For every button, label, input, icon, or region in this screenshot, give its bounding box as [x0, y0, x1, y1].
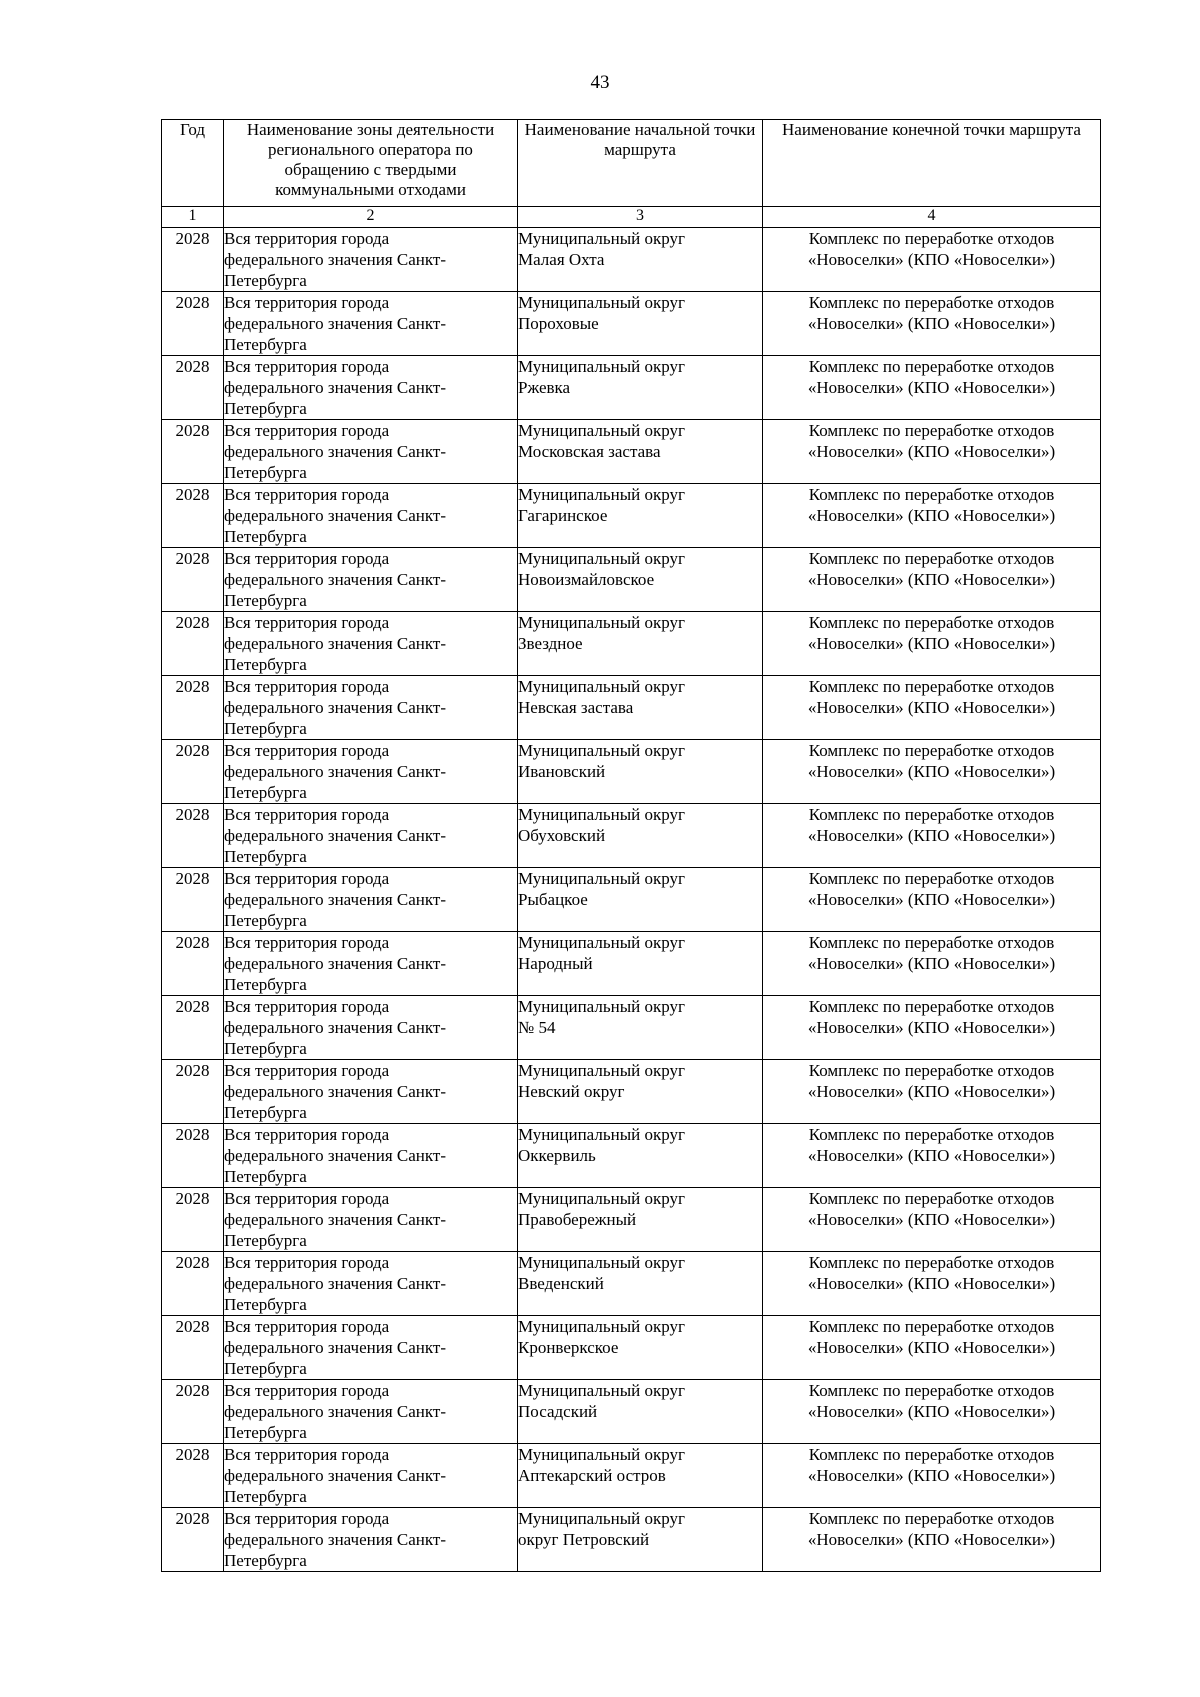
end-point-cell-text: Комплекс по переработке отходов «Новоселки» (КПО «Новоселки») [807, 293, 1056, 333]
start-point-cell-text: Муниципальный округ Рыбацкое [518, 869, 685, 909]
start-point-cell [518, 1188, 763, 1252]
start-point-cell [518, 484, 763, 548]
end-point-cell-text: Комплекс по переработке отходов «Новоселки» (КПО «Новоселки») [807, 229, 1056, 269]
zone-cell-text: Вся территория города федерального значения Санкт- Петербурга [224, 293, 447, 354]
year-cell [162, 676, 224, 740]
start-point-cell-text: Муниципальный округ Обуховский [518, 805, 685, 845]
zone-cell-text: Вся территория города федерального значения Санкт- Петербурга [224, 677, 447, 738]
start-point-cell-text: Муниципальный округ Правобережный [518, 1189, 685, 1229]
year-cell [162, 1252, 224, 1316]
zone-cell-text: Вся территория города федерального значения Санкт- Петербурга [224, 869, 447, 930]
table-row [162, 612, 1101, 676]
year-cell-text: 2028 [175, 933, 210, 952]
end-point-cell-text: Комплекс по переработке отходов «Новоселки» (КПО «Новоселки») [807, 357, 1056, 397]
table-row [162, 932, 1101, 996]
end-point-cell [763, 548, 1101, 612]
page-number: 43 [590, 72, 610, 93]
table-row [162, 1444, 1101, 1508]
start-point-cell-text: Муниципальный округ Невский округ [518, 1061, 685, 1101]
start-point-cell-text: Муниципальный округ Введенский [518, 1253, 685, 1293]
table-row [162, 868, 1101, 932]
table-row [162, 1316, 1101, 1380]
year-cell [162, 356, 224, 420]
end-point-cell-text: Комплекс по переработке отходов «Новоселки» (КПО «Новоселки») [807, 1509, 1056, 1549]
start-point-cell [518, 804, 763, 868]
end-point-cell-text: Комплекс по переработке отходов «Новоселки» (КПО «Новоселки») [807, 997, 1056, 1037]
start-point-cell-text: Муниципальный округ № 54 [518, 997, 685, 1037]
end-point-cell [763, 420, 1101, 484]
year-cell-text: 2028 [175, 485, 210, 504]
end-point-cell [763, 356, 1101, 420]
table-row [162, 1060, 1101, 1124]
start-point-cell-text: Муниципальный округ Кронверкское [518, 1317, 685, 1357]
end-point-cell-text: Комплекс по переработке отходов «Новоселки» (КПО «Новоселки») [807, 421, 1056, 461]
start-point-cell [518, 548, 763, 612]
end-point-cell-text: Комплекс по переработке отходов «Новоселки» (КПО «Новоселки») [807, 741, 1056, 781]
header-zone: Наименование зоны деятельности регионального оператора по обращению с твердыми коммунальными отходами [224, 120, 518, 207]
start-point-cell-text: Муниципальный округ Новоизмайловское [518, 549, 685, 589]
end-point-cell [763, 804, 1101, 868]
year-cell-text: 2028 [175, 1253, 210, 1272]
zone-cell [224, 868, 518, 932]
zone-cell [224, 740, 518, 804]
start-point-cell [518, 292, 763, 356]
start-point-cell-text: Муниципальный округ Народный [518, 933, 685, 973]
end-point-cell [763, 1124, 1101, 1188]
start-point-cell-text: Муниципальный округ округ Петровский [518, 1509, 685, 1549]
year-cell-text: 2028 [175, 741, 210, 760]
start-point-cell-text: Муниципальный округ Оккервиль [518, 1125, 685, 1165]
table-row [162, 420, 1101, 484]
year-cell-text: 2028 [175, 1061, 210, 1080]
table-row [162, 1252, 1101, 1316]
zone-cell [224, 420, 518, 484]
year-cell [162, 1444, 224, 1508]
end-point-cell-text: Комплекс по переработке отходов «Новоселки» (КПО «Новоселки») [807, 613, 1056, 653]
year-cell [162, 1316, 224, 1380]
year-cell-text: 2028 [175, 1381, 210, 1400]
zone-cell [224, 356, 518, 420]
year-cell [162, 1060, 224, 1124]
year-cell-text: 2028 [175, 997, 210, 1016]
year-cell-text: 2028 [175, 805, 210, 824]
start-point-cell [518, 676, 763, 740]
zone-cell-text: Вся территория города федерального значения Санкт- Петербурга [224, 485, 447, 546]
start-point-cell-text: Муниципальный округ Пороховые [518, 293, 685, 333]
column-number: 3 [518, 207, 763, 228]
end-point-cell [763, 1380, 1101, 1444]
zone-cell-text: Вся территория города федерального значения Санкт- Петербурга [224, 1445, 447, 1506]
zone-cell [224, 484, 518, 548]
zone-cell [224, 996, 518, 1060]
end-point-cell-text: Комплекс по переработке отходов «Новоселки» (КПО «Новоселки») [807, 485, 1056, 525]
zone-cell-text: Вся территория города федерального значения Санкт- Петербурга [224, 741, 447, 802]
start-point-cell-text: Муниципальный округ Ржевка [518, 357, 685, 397]
end-point-cell-text: Комплекс по переработке отходов «Новоселки» (КПО «Новоселки») [807, 1253, 1056, 1293]
zone-cell-text: Вся территория города федерального значения Санкт- Петербурга [224, 1381, 447, 1442]
zone-cell-text: Вся территория города федерального значения Санкт- Петербурга [224, 933, 447, 994]
start-point-cell-text: Муниципальный округ Звездное [518, 613, 685, 653]
end-point-cell [763, 292, 1101, 356]
table-row [162, 356, 1101, 420]
table-row [162, 228, 1101, 292]
zone-cell-text: Вся территория города федерального значения Санкт- Петербурга [224, 997, 447, 1058]
end-point-cell [763, 1060, 1101, 1124]
year-cell-text: 2028 [175, 1317, 210, 1336]
routes-table [161, 119, 1101, 1572]
zone-cell-text: Вся территория города федерального значения Санкт- Петербурга [224, 1061, 447, 1122]
zone-cell [224, 932, 518, 996]
year-cell-text: 2028 [175, 1189, 210, 1208]
start-point-cell [518, 1316, 763, 1380]
end-point-cell-text: Комплекс по переработке отходов «Новоселки» (КПО «Новоселки») [807, 1445, 1056, 1485]
end-point-cell-text: Комплекс по переработке отходов «Новоселки» (КПО «Новоселки») [807, 869, 1056, 909]
end-point-cell-text: Комплекс по переработке отходов «Новоселки» (КПО «Новоселки») [807, 1189, 1056, 1229]
column-number: 1 [162, 207, 224, 228]
end-point-cell [763, 612, 1101, 676]
start-point-cell-text: Муниципальный округ Гагаринское [518, 485, 685, 525]
start-point-cell [518, 420, 763, 484]
start-point-cell-text: Муниципальный округ Малая Охта [518, 229, 685, 269]
zone-cell-text: Вся территория города федерального значения Санкт- Петербурга [224, 421, 447, 482]
column-number: 2 [224, 207, 518, 228]
end-point-cell [763, 1188, 1101, 1252]
start-point-cell-text: Муниципальный округ Аптекарский остров [518, 1445, 685, 1485]
table-body [162, 228, 1101, 1572]
zone-cell-text: Вся территория города федерального значения Санкт- Петербурга [224, 1253, 447, 1314]
start-point-cell [518, 932, 763, 996]
zone-cell [224, 1124, 518, 1188]
start-point-cell [518, 356, 763, 420]
header-end-point: Наименование конечной точки маршрута [763, 120, 1101, 207]
end-point-cell-text: Комплекс по переработке отходов «Новоселки» (КПО «Новоселки») [807, 1317, 1056, 1357]
year-cell [162, 740, 224, 804]
end-point-cell-text: Комплекс по переработке отходов «Новоселки» (КПО «Новоселки») [807, 1125, 1056, 1165]
table-row [162, 1380, 1101, 1444]
end-point-cell [763, 484, 1101, 548]
year-cell [162, 996, 224, 1060]
year-cell [162, 868, 224, 932]
zone-cell [224, 1508, 518, 1572]
header-start-point: Наименование начальной точки маршрута [518, 120, 763, 207]
table-row [162, 740, 1101, 804]
header-year: Год [162, 120, 224, 207]
year-cell-text: 2028 [175, 1125, 210, 1144]
table-row [162, 548, 1101, 612]
zone-cell [224, 612, 518, 676]
end-point-cell [763, 740, 1101, 804]
start-point-cell [518, 1060, 763, 1124]
year-cell [162, 228, 224, 292]
table-row [162, 484, 1101, 548]
end-point-cell-text: Комплекс по переработке отходов «Новоселки» (КПО «Новоселки») [807, 805, 1056, 845]
start-point-cell [518, 868, 763, 932]
year-cell [162, 932, 224, 996]
start-point-cell [518, 1124, 763, 1188]
start-point-cell [518, 1380, 763, 1444]
end-point-cell-text: Комплекс по переработке отходов «Новоселки» (КПО «Новоселки») [807, 1381, 1056, 1421]
end-point-cell-text: Комплекс по переработке отходов «Новоселки» (КПО «Новоселки») [807, 549, 1056, 589]
end-point-cell [763, 676, 1101, 740]
year-cell-text: 2028 [175, 677, 210, 696]
end-point-cell [763, 932, 1101, 996]
zone-cell-text: Вся территория города федерального значения Санкт- Петербурга [224, 1509, 447, 1570]
year-cell [162, 292, 224, 356]
year-cell [162, 1124, 224, 1188]
start-point-cell-text: Муниципальный округ Посадский [518, 1381, 685, 1421]
end-point-cell [763, 1508, 1101, 1572]
end-point-cell [763, 228, 1101, 292]
end-point-cell [763, 996, 1101, 1060]
zone-cell-text: Вся территория города федерального значения Санкт- Петербурга [224, 613, 447, 674]
start-point-cell [518, 1508, 763, 1572]
end-point-cell [763, 1316, 1101, 1380]
end-point-cell [763, 1252, 1101, 1316]
year-cell [162, 1508, 224, 1572]
zone-cell [224, 676, 518, 740]
table-row [162, 1124, 1101, 1188]
zone-cell-text: Вся территория города федерального значения Санкт- Петербурга [224, 1317, 447, 1378]
zone-cell-text: Вся территория города федерального значения Санкт- Петербурга [224, 229, 447, 290]
table-row [162, 1508, 1101, 1572]
zone-cell [224, 804, 518, 868]
start-point-cell [518, 1444, 763, 1508]
zone-cell [224, 1060, 518, 1124]
year-cell-text: 2028 [175, 1445, 210, 1464]
end-point-cell [763, 1444, 1101, 1508]
column-number: 4 [763, 207, 1101, 228]
zone-cell-text: Вся территория города федерального значения Санкт- Петербурга [224, 1189, 447, 1250]
year-cell [162, 804, 224, 868]
start-point-cell [518, 612, 763, 676]
start-point-cell-text: Муниципальный округ Невская застава [518, 677, 685, 717]
start-point-cell [518, 1252, 763, 1316]
table-row [162, 676, 1101, 740]
zone-cell [224, 1252, 518, 1316]
end-point-cell-text: Комплекс по переработке отходов «Новоселки» (КПО «Новоселки») [807, 677, 1056, 717]
start-point-cell-text: Муниципальный округ Московская застава [518, 421, 685, 461]
year-cell-text: 2028 [175, 229, 210, 248]
zone-cell-text: Вся территория города федерального значения Санкт- Петербурга [224, 357, 447, 418]
zone-cell [224, 1444, 518, 1508]
zone-cell [224, 1188, 518, 1252]
end-point-cell [763, 868, 1101, 932]
year-cell-text: 2028 [175, 613, 210, 632]
year-cell-text: 2028 [175, 421, 210, 440]
year-cell-text: 2028 [175, 293, 210, 312]
start-point-cell [518, 996, 763, 1060]
zone-cell-text: Вся территория города федерального значения Санкт- Петербурга [224, 805, 447, 866]
year-cell [162, 1188, 224, 1252]
year-cell [162, 1380, 224, 1444]
year-cell-text: 2028 [175, 869, 210, 888]
zone-cell-text: Вся территория города федерального значения Санкт- Петербурга [224, 549, 447, 610]
table-row [162, 292, 1101, 356]
table-row [162, 1188, 1101, 1252]
year-cell [162, 420, 224, 484]
zone-cell [224, 548, 518, 612]
year-cell [162, 548, 224, 612]
year-cell-text: 2028 [175, 1509, 210, 1528]
zone-cell [224, 1316, 518, 1380]
table-row [162, 804, 1101, 868]
zone-cell [224, 228, 518, 292]
table-row [162, 996, 1101, 1060]
table-header [162, 120, 1101, 228]
end-point-cell-text: Комплекс по переработке отходов «Новоселки» (КПО «Новоселки») [807, 933, 1056, 973]
year-cell-text: 2028 [175, 549, 210, 568]
end-point-cell-text: Комплекс по переработке отходов «Новоселки» (КПО «Новоселки») [807, 1061, 1056, 1101]
zone-cell [224, 1380, 518, 1444]
start-point-cell [518, 740, 763, 804]
start-point-cell-text: Муниципальный округ Ивановский [518, 741, 685, 781]
start-point-cell [518, 228, 763, 292]
column-number-row [162, 207, 1101, 228]
year-cell-text: 2028 [175, 357, 210, 376]
year-cell [162, 612, 224, 676]
year-cell [162, 484, 224, 548]
zone-cell-text: Вся территория города федерального значения Санкт- Петербурга [224, 1125, 447, 1186]
zone-cell [224, 292, 518, 356]
